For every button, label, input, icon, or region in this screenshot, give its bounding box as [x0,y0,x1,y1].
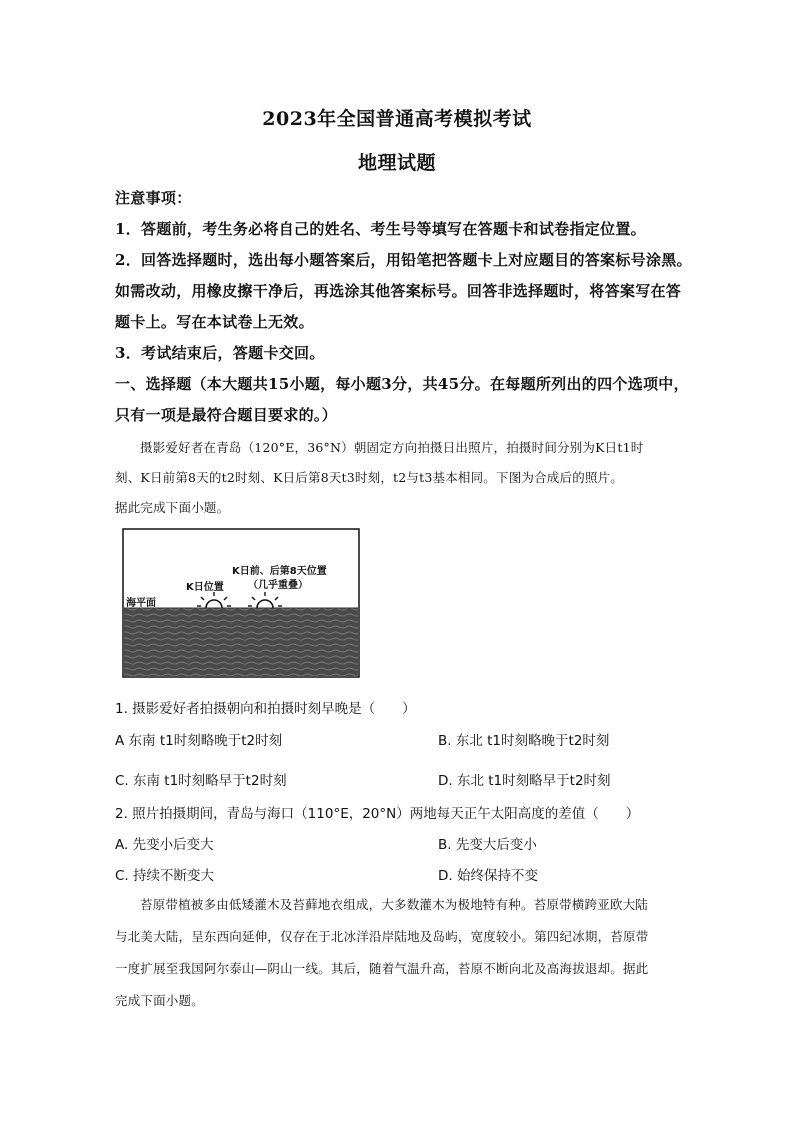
passage-1-line-1: 摄影爱好者在青岛（120°E，36°N）朝固定方向拍摄日出照片，拍摄时间分别为K日t1时 [140,440,644,455]
question-1-option-b: B. 东北 t1时刻略晚于t2时刻 [438,733,610,749]
question-2-option-a: A. 先变小后变大 [115,837,214,853]
passage-1-line-2: 刻、K日前第8天的t2时刻、K日后第8天t3时刻，t2与t3基本相同。下图为合成后的照片。 [115,470,623,485]
notice-item-1: 1．答题前，考生务必将自己的姓名、考生号等填写在答题卡和试卷指定位置。 [115,220,646,238]
question-2-stem: 2. 照片拍摄期间，青岛与海口（110°E，20°N）两地每天正午太阳高度的差值（ ） [115,806,640,822]
question-1-option-c: C. 东南 t1时刻略早于t2时刻 [115,773,287,789]
question-2-option-b: B. 先变大后变小 [438,837,537,853]
passage-2-line-2: 与北美大陆，呈东西向延伸，仅存在于北冰洋沿岸陆地及岛屿，宽度较小。第四纪冰期，苔原带 [115,929,649,944]
sunrise-photo-illustration [122,528,360,678]
section-1-heading-line-1: 一、选择题（本大题共15小题，每小题3分，共45分。在每题所列出的四个选项中， [115,375,689,393]
passage-2-line-3: 一度扩展至我国阿尔泰山—阴山一线。其后，随着气温升高，苔原不断向北及高海拔退却。据此 [115,961,649,976]
question-2-option-c: C. 持续不断变大 [115,868,215,884]
label-overlap-note: （几乎重叠） [248,580,308,591]
question-1-option-d: D. 东北 t1时刻略早于t2时刻 [438,773,611,789]
section-1-heading-line-2: 只有一项是最符合题目要求的。） [115,406,338,424]
exam-subtitle: 地理试题 [357,152,436,174]
notice-item-2-line-1: 2．回答选择题时，选出每小题答案后，用铅笔把答题卡上对应题目的答案标号涂黑。 [115,251,692,269]
passage-1-line-3: 据此完成下面小题。 [115,500,230,515]
label-k-day: K日位置 [186,582,224,593]
notice-item-2-line-2: 如需改动，用橡皮擦干净后，再选涂其他答案标号。回答非选择题时，将答案写在答 [115,282,682,300]
label-k-adjacent-days: K日前、后第8天位置 [232,566,327,577]
question-2-option-d: D. 始终保持不变 [438,868,538,884]
notice-heading: 注意事项： [115,189,192,207]
exam-title: 2023年全国普通高考模拟考试 [262,108,532,130]
passage-2-line-4: 完成下面小题。 [115,993,204,1008]
label-sea-level: 海平面 [126,598,156,609]
sea-surface [124,608,358,676]
question-1-option-a: A 东南 t1时刻略晚于t2时刻 [115,733,283,749]
notice-item-2-line-3: 题卡上。写在本试卷上无效。 [115,313,314,331]
sunrise-photo-figure [122,528,360,678]
question-1-stem: 1. 摄影爱好者拍摄朝向和拍摄时刻早晚是（ ） [115,701,416,717]
notice-item-3: 3．考试结束后，答题卡交回。 [115,344,325,362]
passage-2-line-1: 苔原带植被多由低矮灌木及苔藓地衣组成，大多数灌木为极地特有种。苔原带横跨亚欧大陆 [140,897,649,912]
